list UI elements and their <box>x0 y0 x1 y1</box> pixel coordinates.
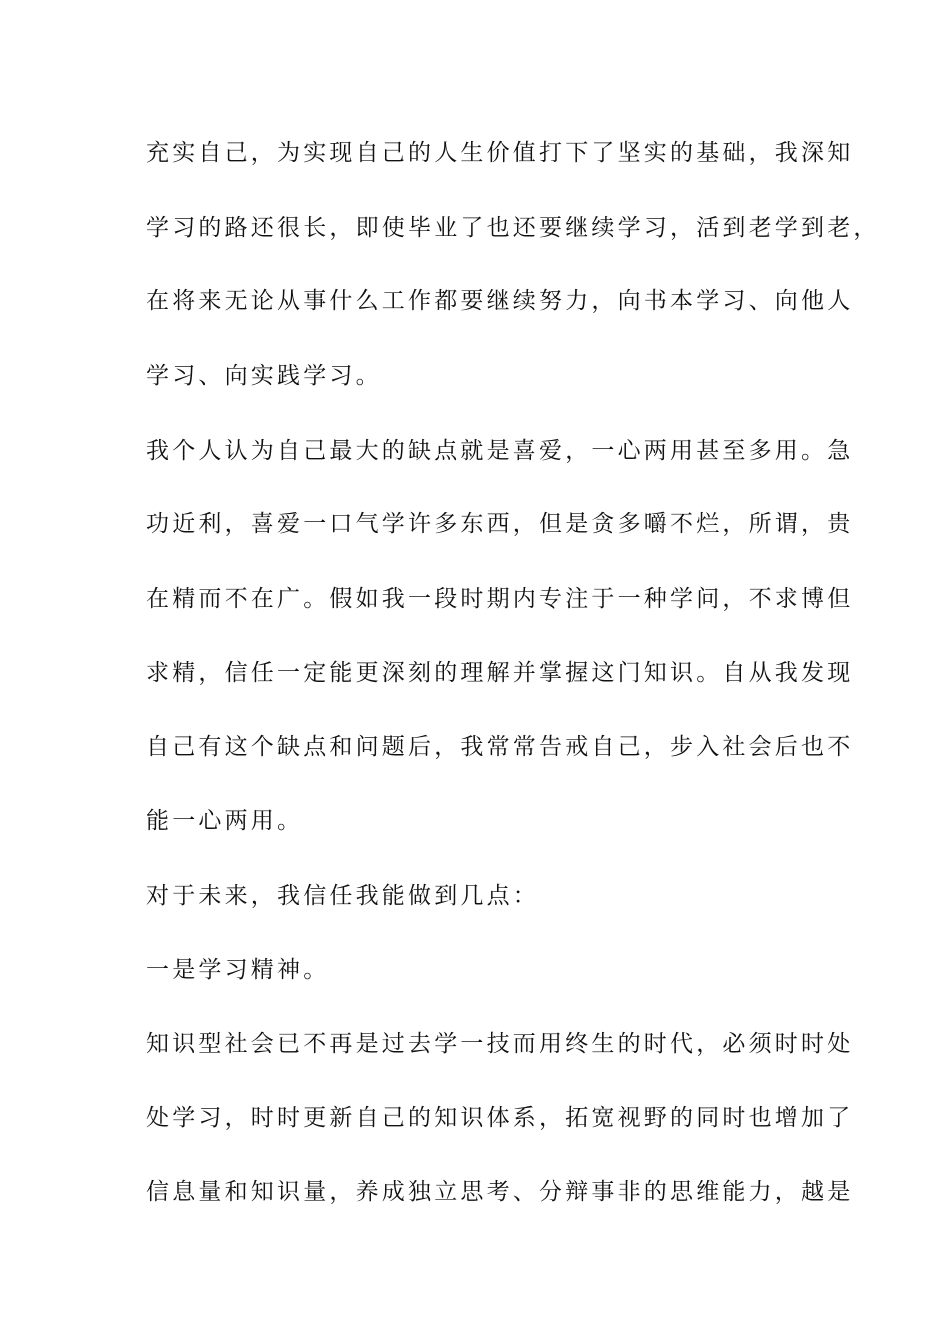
text-line: 能一心两用。 <box>146 808 304 834</box>
text-line: 自己有这个缺点和问题后，我常常告戒自己，步入社会后也不 <box>146 734 854 760</box>
text-line: 充实自己，为实现自己的人生价值打下了坚实的基础，我深知 <box>146 140 854 166</box>
text-line: 对于未来，我信任我能做到几点： <box>146 883 539 909</box>
text-line: 在将来无论从事什么工作都要继续努力，向书本学习、向他人 <box>146 288 854 314</box>
text-line: 知识型社会已不再是过去学一技而用终生的时代，必须时时处 <box>146 1031 854 1057</box>
text-line: 一是学习精神。 <box>146 957 330 983</box>
text-line: 功近利，喜爱一口气学许多东西，但是贪多嚼不烂，所谓，贵 <box>146 511 854 537</box>
text-line: 学习的路还很长，即使毕业了也还要继续学习，活到老学到老， <box>146 215 880 241</box>
text-line: 在精而不在广。假如我一段时期内专注于一种学问，不求博但 <box>146 586 854 612</box>
text-line: 我个人认为自己最大的缺点就是喜爱，一心两用甚至多用。急 <box>146 438 854 464</box>
text-line: 学习、向实践学习。 <box>146 363 382 389</box>
text-line: 处学习，时时更新自己的知识体系，拓宽视野的同时也增加了 <box>146 1105 854 1131</box>
text-line: 求精，信任一定能更深刻的理解并掌握这门知识。自从我发现 <box>146 660 854 686</box>
text-line: 信息量和知识量，养成独立思考、分辩事非的思维能力，越是 <box>146 1179 854 1205</box>
